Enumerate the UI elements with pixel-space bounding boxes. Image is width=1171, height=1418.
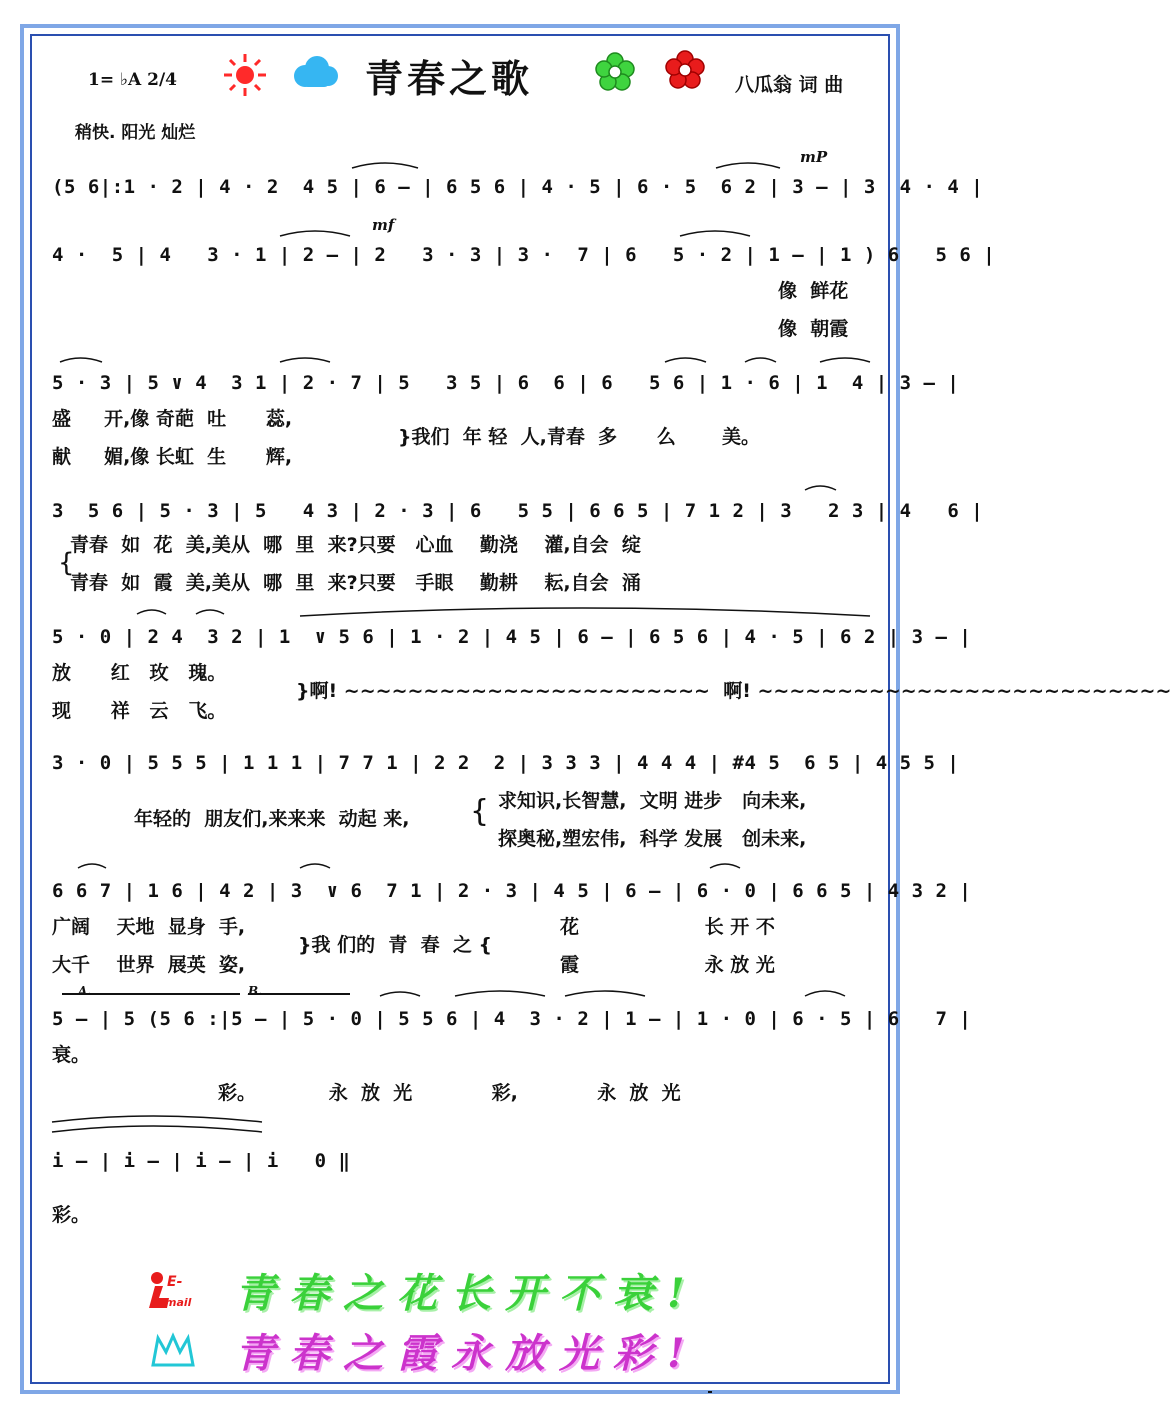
- lyric-line-5b: 现 祥 云 飞。: [52, 700, 227, 722]
- lyric-chorus-5: }啊! ~~~~~~~~~~~~~~~~~~~~~~~ 啊! ~~~~~~~~~~~~~~~~~~~~~~~~~~: [296, 680, 1171, 702]
- score-line-7: 6 6 7 | 1 6 | 4 2 | 3 ∨ 6 7 1 | 2 · 3 | 4 5 | 6 — | 6 · 0 | 6 6 5 | 4 3 2 |: [52, 880, 972, 902]
- lyric-line-6a: 年轻的 朋友们,来来来 动起 来,: [134, 808, 410, 830]
- slogan-line-2: 青春之霞永放光彩!: [235, 1330, 699, 1377]
- lyric-line-3b: 献 媚,像 长虹 生 辉,: [52, 446, 293, 468]
- author-credit: 八瓜翁 词 曲: [735, 74, 844, 96]
- crown-icon: [148, 1330, 198, 1370]
- dynamic-mf: mf: [372, 216, 395, 234]
- lyric-line-8b: 彩。 永 放 光 彩, 永 放 光: [218, 1082, 681, 1104]
- lyric-line-6b1: 求知识,长智慧, 文明 进步 向未来,: [498, 790, 807, 812]
- score-line-9: i — | i — | i — | i 0 ‖: [52, 1150, 351, 1172]
- lyric-line-6b2: 探奥秘,塑宏伟, 科学 发展 创未来,: [498, 828, 807, 850]
- lyric-line-3a: 盛 开,像 奇葩 吐 蕊,: [52, 408, 293, 430]
- lyric-line-7a: 广阔 天地 显身 手,: [52, 916, 246, 938]
- lyric-line-5a: 放 红 玫 瑰。: [52, 662, 227, 684]
- lyric-line-4b: 青春 如 霞 美,美从 哪 里 来?只要 手眼 勤耕 耘,自会 涌: [70, 572, 641, 594]
- score-line-3: 5 · 3 | 5 ∨ 4 3 1 | 2 · 7 | 5 3 5 | 6 6 | 6 5 6 | 1 · 6 | 1 4 | 3 — |: [52, 372, 960, 394]
- score-line-6: 3 · 0 | 5 5 5 | 1 1 1 | 7 7 1 | 2 2 2 | 3 3 3 | 4 4 4 | #4 5 6 5 | 4 5 5 |: [52, 752, 960, 774]
- svg-text:mail: mail: [165, 1296, 192, 1309]
- lyric-line-7c2: 霞 永 放 光: [560, 954, 775, 976]
- score-line-4: 3 5 6 | 5 · 3 | 5 4 3 | 2 · 3 | 6 5 5 | 6 6 5 | 7 1 2 | 3 2 3 | 4 6 |: [52, 500, 984, 522]
- lyric-line-7b: 大千 世界 展英 姿,: [52, 954, 246, 976]
- lyric-line-9: 彩。: [52, 1204, 91, 1226]
- brace-left-6: {: [470, 794, 490, 829]
- lyric-line-8a: 衰。: [52, 1044, 91, 1066]
- svg-text:E-: E-: [167, 1274, 183, 1290]
- brace-left: {: [58, 548, 75, 578]
- lyric-chorus-3: }我们 年 轻 人,青春 多 么 美。: [398, 426, 761, 448]
- lyric-chorus-7: }我 们的 青 春 之 {: [298, 934, 492, 956]
- score-line-8: 5 — | 5 (5 6 :|5 — | 5 · 0 | 5 5 6 | 4 3 · 2 | 1 — | 1 · 0 | 6 · 5 | 6 7 |: [52, 1008, 972, 1030]
- lyric-line-4a: 青春 如 花 美,美从 哪 里 来?只要 心血 勤浇 灌,自会 绽: [70, 534, 641, 556]
- score-line-1: (5 6|:1 · 2 | 4 · 2 4 5 | 6 — | 6 5 6 | 4 · 5 | 6 · 5 6 2 | 3 — | 3 4 · 4 |: [52, 176, 984, 198]
- volta-2-label: B.: [248, 984, 263, 998]
- key-signature: 1= ♭A 2/4: [88, 70, 177, 90]
- song-title: 青春之歌: [365, 56, 534, 101]
- lyric-line-7c1: 花 长 开 不: [560, 916, 775, 938]
- score-line-5: 5 · 0 | 2 4 3 2 | 1 ∨ 5 6 | 1 · 2 | 4 5 | 6 — | 6 5 6 | 4 · 5 | 6 2 | 3 — |: [52, 626, 972, 648]
- volta-1-label: A.: [78, 984, 92, 998]
- lyric-line-2b: 像 朝霞: [778, 318, 849, 340]
- lyric-line-2a: 像 鲜花: [778, 280, 849, 302]
- tempo-marking: 稍快. 阳光 灿烂: [75, 123, 196, 143]
- dynamic-mp: mP: [800, 148, 828, 166]
- score-line-2: 4 · 5 | 4 3 · 1 | 2 — | 2 3 · 3 | 3 · 7 | 6 5 · 2 | 1 — | 1 ) 6 5 6 |: [52, 244, 996, 266]
- slogan-line-1: 青春之花长开不衰!: [235, 1270, 699, 1317]
- email-icon: [145, 1268, 201, 1312]
